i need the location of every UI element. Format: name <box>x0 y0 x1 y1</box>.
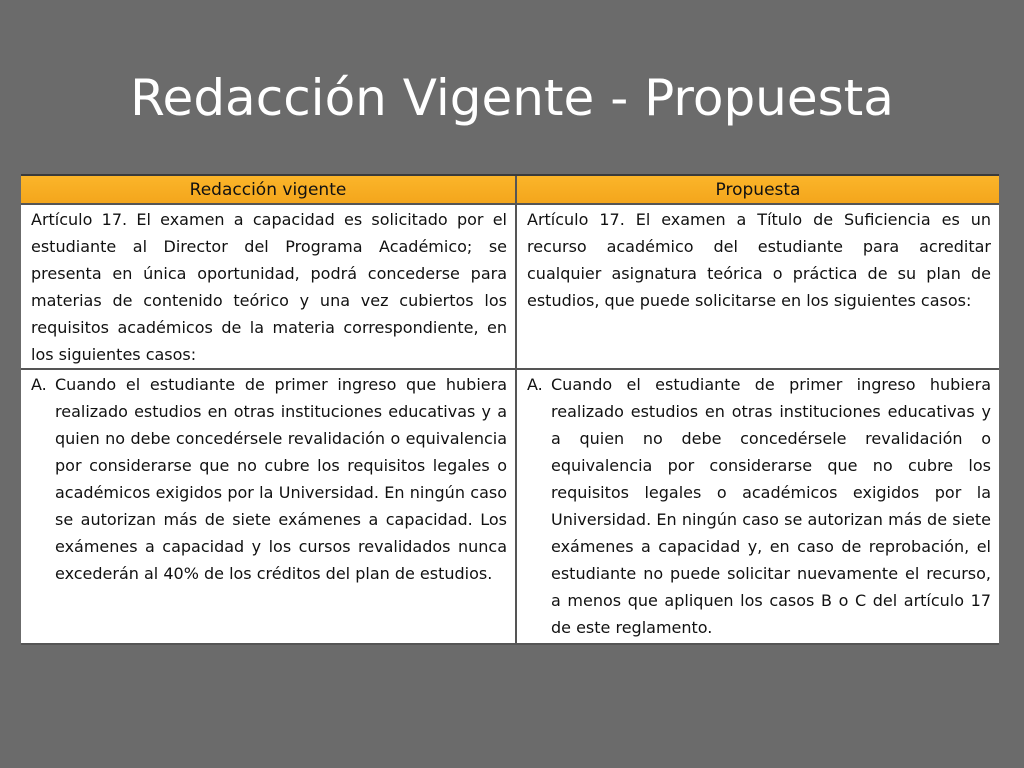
table-row <box>21 369 999 644</box>
header-propuesta: Propuesta <box>516 176 999 204</box>
item-text: Cuando el estudiante de primer ingreso que hubiera realizado estudios en otras instituciones educativas y a quien no debe concedérsele revalidación o equivalencia por considerarse que no cubre los requisitos legales o académicos exigidos por la Universidad. En ningún caso se autorizan más de siete exámenes a capacidad. Los exámenes a capacidad y los cursos revalidados nunca excederán al 40% de los créditos del plan de estudios. <box>55 375 507 583</box>
cell-propuesta-articulo: Artículo 17. El examen a Título de Suficiencia es un recurso académico del estudiante para acreditar cualquier asignatura teórica o práctica de su plan de estudios, que puede solicitarse en los siguientes casos: <box>516 204 999 369</box>
item-letter: A. <box>31 375 47 394</box>
comparison-table-container <box>21 174 999 643</box>
list-item <box>527 371 991 641</box>
list-item <box>31 371 507 587</box>
cell-vigente-case-a <box>21 369 516 644</box>
cell-propuesta-case-a <box>516 369 999 644</box>
table-row <box>21 204 999 369</box>
item-letter: A. <box>527 375 543 394</box>
comparison-table <box>21 176 999 645</box>
item-text: Cuando el estudiante de primer ingreso hubiera realizado estudios en otras instituciones educativas y a quien no debe concedérsele revalidación o equivalencia por considerarse que no cubre los requisitos legales o académicos exigidos por la Universidad. En ningún caso se autorizan más de siete exámenes a capacidad y, en caso de reprobación, el estudiante no puede solicitar nuevamente el recurso, a menos que apliquen los casos B o C del artículo 17 de este reglamento. <box>551 375 991 637</box>
slide-title: Redacción Vigente - Propuesta <box>130 69 894 127</box>
table-header-row <box>21 176 999 204</box>
cell-vigente-articulo: Artículo 17. El examen a capacidad es solicitado por el estudiante al Director del Programa Académico; se presenta en única oportunidad, podrá concederse para materias de contenido teórico y una vez cubiertos los requisitos académicos de la materia correspondiente, en los siguientes casos: <box>21 204 516 369</box>
header-redaccion-vigente: Redacción vigente <box>21 176 516 204</box>
